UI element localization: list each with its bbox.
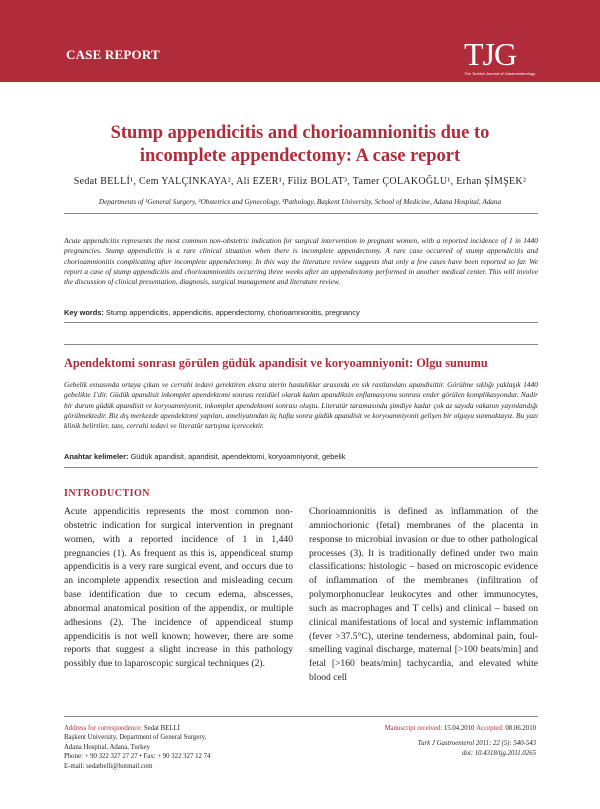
citation: Turk J Gastroenterol 2011; 22 (5): 540-543 — [417, 740, 536, 748]
keywords-en — [64, 308, 538, 317]
divider — [64, 322, 538, 323]
journal-logo — [464, 38, 535, 76]
keywords-label: Key words: — [64, 308, 104, 317]
affiliations: Departments of ¹General Surgery, ²Obstetrics and Gynecology, ³Pathology, Başkent University, School of Medicine, Adana Hospital, Adana — [98, 198, 502, 206]
logo-text: TJG — [464, 36, 517, 72]
section-label: CASE REPORT — [66, 47, 160, 62]
turkish-title: Apendektomi sonrası görülen güdük apandisit ve koryoamniyonit: Olgu sunumu — [64, 356, 488, 370]
logo-subtitle: The Turkish Journal of Gastroenterology — [464, 71, 536, 76]
divider — [64, 716, 538, 717]
corr-name: Sedat BELLİ — [143, 725, 180, 732]
divider — [64, 467, 538, 468]
body-column-right — [309, 505, 538, 685]
corr-line-1: Başkent University, Department of General Surgery, — [64, 734, 207, 742]
body-paragraph: Acute appendicitis represents the most common non-obstetric indication for surgical intervention in pregnant women, with a reported incidence of 1 in 1,440 pregnancies (1). As frequent as this is, appendiceal stump appendicitis is a very rare surgical event, and occurs due to an incomplete appendix resection and misleading cecum base identification due to cecum edema, abscesses, abnormal anatomical position of the appendix, or multiple adhesions (2). The incidence of appendiceal stump appendicitis is not well known; however, there are some reports that suggest a slight increase in this pathology possibly due to laparoscopic surgical techniques (2). — [64, 506, 293, 670]
correspondence — [64, 724, 210, 771]
keywords-tr-text: Güdük apandisit, apandisit, apendektomi, koryoamniyonit, gebelik — [130, 452, 346, 461]
header-band — [0, 0, 600, 82]
publication-info — [385, 724, 536, 758]
accepted-date: 08.06.2010 — [505, 725, 536, 732]
corr-phone: Phone: + 90 322 327 27 27 • Fax: + 90 322 327 12 74 — [64, 753, 211, 761]
accepted-label: Accepted: — [476, 725, 504, 732]
body-paragraph: Chorioamnionitis is defined as inflammation of the amniochorionic (fetal) membranes of the placenta in response to microbial invasion or due to other pathological processes (3). It is traditionally defined under two main classifications: histologic – based on microscopic evidence of inflammation of the membranes (infiltration of polymorphonuclear leukocytes and other immunocytes, such as macrophages and T cells) and clinical – based on clinical manifestations of local and systemic inflammation (fever >37.5°C), uterine tenderness, abdominal pain, foul-smelling vaginal discharge, maternal [>100 beats/min] and fetal [>160 beats/min] tachycardia, and elevated white blood cell — [309, 506, 538, 684]
divider — [64, 344, 538, 345]
title-line-1: Stump appendicitis and chorioamnionitis due to — [110, 123, 490, 143]
author-list: Sedat BELLİ¹, Cem YALÇINKAYA², Ali EZER¹, Filiz BOLAT³, Tamer ÇOLAKOĞLU¹, Erhan ŞİMŞEK² — [73, 176, 527, 187]
divider — [64, 213, 538, 214]
keywords-text: Stump appendicitis, appendicitis, appendectomy, chorioamnionitis, pregnancy — [105, 308, 360, 317]
corr-email: E-mail: sedatbelli@hotmail.com — [64, 762, 153, 770]
received-date: 15.04.2010 — [443, 725, 475, 732]
article-title — [70, 122, 530, 168]
keywords-tr — [64, 452, 538, 461]
body-column-left — [64, 505, 293, 671]
keywords-tr-label: Anahtar kelimeler: — [64, 452, 129, 461]
corr-label: Address for correspondence: — [64, 725, 143, 732]
abstract-tr: Gebelik esnasında ortaya çıkan ve cerrahi tedavi gerektiren ekstra uterin hastalıklar arasında en sık rastlanılanı apandisittir. Görülme sıklığı yaklaşık 1440 gebelikte 1'dir. Güdük apandisit inkomplet apendektomi sonrası rezidüel olarak kalan apandiksin enflamasyonu sonrası ender görülen komplikasyondur. Nadir bir durum güdük apandisit ve koryoamniyonit, inkomplet apendektomi sonrası oluştu. Literatür taramasında şimdiye kadar çok az sayıda vakanın yayınlandığı görülmektedir. Biz dış merkezde apendektomi yapılan, ameliyatından üç hafta sonra güdük apandisit ve koryoamniyonit gelişen bir olguyu sunmaktayız. Bu yazı klinik belirtiler, tanı, cerrahi tedavi ve literatür tartışma içerecektir. — [64, 380, 538, 431]
corr-line-2: Adana Hospital, Adana, Turkey — [64, 743, 150, 751]
received-label: Manuscript received: — [384, 725, 443, 732]
title-line-2: incomplete appendectomy: A case report — [139, 146, 461, 166]
doi: doi: 10.4318/tjg.2011.0265 — [462, 749, 536, 757]
abstract-en: Acute appendicitis represents the most common non-obstetric indication for surgical intervention in pregnant women, with a reported incidence of 1 in 1440 pregnancies. Stump appendicitis is a rare clinical situation when there is incomplete appendectomy. A rare case occurred of stump appendicitis and chorioamnionitis complicating after incomplete appendectomy. In this way the literature review suggests that only a few cases have been reported so far. We report a case of stump appendicitis and chorioamnionitis occurring three weeks after an appendectomy performed in another medical center. This will involve the discussion of clinical presentation, diagnosis, surgical management and literature review. — [64, 236, 538, 287]
intro-heading: INTRODUCTION — [64, 488, 151, 499]
